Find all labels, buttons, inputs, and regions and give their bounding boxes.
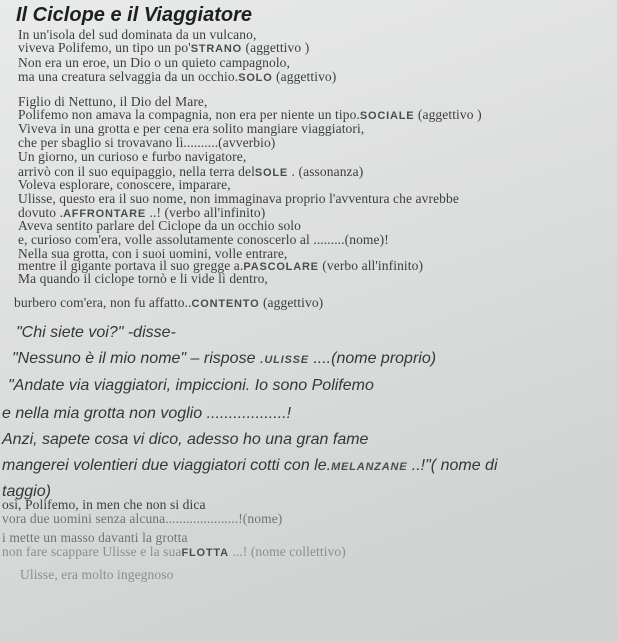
poem-line-text: mentre il gigante portava il suo gregge a. bbox=[18, 258, 244, 273]
ending-line-text: vora due uomini senza alcuna.....................!(nome) bbox=[2, 511, 283, 526]
grammar-hint: (aggettivo) bbox=[259, 295, 324, 310]
grammar-hint: (verbo all'infinito) bbox=[318, 258, 424, 273]
handwritten-answer: SOLO bbox=[238, 72, 273, 84]
poem-line-text: Aveva sentito parlare del Ciclope da un occhio solo bbox=[18, 218, 302, 233]
poem-line-text: Viveva in una grotta e per cena era solito mangiare viaggiatori, bbox=[18, 121, 365, 136]
handwritten-answer: STRANO bbox=[190, 43, 243, 55]
handwritten-answer: SOLE bbox=[254, 167, 289, 179]
grammar-hint: (aggettivo) bbox=[272, 69, 337, 84]
grammar-hint: ..!"( nome di bbox=[407, 457, 498, 474]
poem-line-text: Polifemo non amava la compagnia, non era per niente un tipo. bbox=[18, 107, 360, 122]
dialog-line-text: "Andate via viaggiatori, impiccioni. Io sono Polifemo bbox=[8, 377, 374, 394]
ending-line-2 bbox=[2, 512, 282, 526]
grammar-hint: (aggettivo ) bbox=[414, 107, 482, 122]
ending-line-3 bbox=[2, 531, 188, 545]
handwritten-answer: CONTENTO bbox=[191, 298, 260, 310]
dialog-line-text: "Chi siete voi?" -disse- bbox=[16, 324, 176, 341]
dialog-line-text: taggio) bbox=[2, 483, 51, 500]
poem-line-12 bbox=[18, 192, 459, 206]
ending-line-text: Ulisse, era molto ingegnoso bbox=[20, 567, 174, 582]
handwritten-answer: AFFRONTARE bbox=[63, 208, 147, 220]
ending-line-5 bbox=[20, 568, 173, 582]
dialog-line-text: Anzi, sapete cosa vi dico, adesso ho una gran fame bbox=[2, 431, 369, 448]
poem-line-4 bbox=[18, 70, 336, 84]
poem-line-text: burbero com'era, non fu affatto.. bbox=[14, 295, 192, 310]
poem-line-7 bbox=[18, 122, 364, 136]
grammar-hint: ...! (nome collettivo) bbox=[228, 544, 346, 559]
poem-line-text: Ma quando il ciclope tornò e li vide lì dentro, bbox=[18, 271, 268, 286]
poem-line-text: Nella sua grotta, con i suoi uomini, volle entrare, bbox=[18, 246, 288, 261]
poem-line-text: e, curioso com'era, volle assolutamente conoscerlo al .........(nome)! bbox=[18, 232, 389, 247]
ending-line-text: i mette un masso davanti la grotta bbox=[2, 530, 188, 545]
poem-line-text: In un'isola del sud dominata da un vulcano, bbox=[18, 27, 257, 42]
ending-line-1 bbox=[2, 498, 206, 512]
poem-line-15 bbox=[18, 233, 389, 247]
handwritten-answer: FLOTTA bbox=[181, 547, 229, 559]
dialog-line-5 bbox=[2, 432, 368, 448]
poem-line-14 bbox=[18, 219, 301, 233]
handwritten-answer: MELANZANE bbox=[331, 461, 408, 473]
poem-line-3 bbox=[18, 56, 290, 70]
poem-line-text: Ulisse, questo era il suo nome, non immaginava proprio l'avventura che avrebbe bbox=[18, 191, 459, 206]
ending-line-text: osì, Polifemo, in men che non si dica bbox=[2, 497, 206, 512]
dialog-line-3 bbox=[8, 378, 374, 394]
poem-line-text: Non era un eroe, un Dio o un quieto campagnolo, bbox=[18, 55, 291, 70]
handwritten-answer: SOCIALE bbox=[359, 110, 415, 122]
ending-line-4 bbox=[2, 545, 346, 559]
dialog-line-1 bbox=[16, 325, 176, 341]
dialog-line-6 bbox=[2, 458, 498, 474]
poem-line-text: dovuto . bbox=[18, 205, 64, 220]
dialog-line-4 bbox=[2, 406, 291, 422]
poem-line-19 bbox=[14, 296, 323, 310]
poem-line-text: viveva Polifemo, un tipo un po' bbox=[18, 40, 191, 55]
dialog-line-2 bbox=[12, 351, 436, 367]
grammar-hint: ....(nome proprio) bbox=[308, 350, 437, 367]
poem-line-8 bbox=[18, 136, 275, 150]
poem-line-text: arrivò con il suo equipaggio, nella terra del bbox=[18, 164, 255, 179]
handwritten-answer: ULISSE bbox=[264, 354, 309, 366]
ending-line-text: non fare scappare Ulisse e la sua bbox=[2, 544, 182, 559]
dialog-line-text: mangerei volentieri due viaggiatori cotti con le. bbox=[2, 457, 332, 474]
grammar-hint: . (assonanza) bbox=[288, 164, 364, 179]
poem-line-text: che per sbaglio si trovavano lì..........(avverbio) bbox=[18, 135, 276, 150]
poem-line-9 bbox=[18, 150, 246, 164]
grammar-hint: ..! (verbo all'infinito) bbox=[146, 205, 266, 220]
dialog-line-text: "Nessuno è il mio nome" – rispose . bbox=[12, 350, 265, 367]
poem-line-18 bbox=[18, 272, 268, 286]
poem-line-11 bbox=[18, 178, 231, 192]
poem-line-text: ma una creatura selvaggia da un occhio. bbox=[18, 69, 239, 84]
poem-line-2 bbox=[18, 41, 309, 55]
handwritten-answer: PASCOLARE bbox=[243, 261, 319, 273]
grammar-hint: (aggettivo ) bbox=[242, 40, 310, 55]
poem-line-6 bbox=[18, 108, 482, 122]
dialog-line-text: e nella mia grotta non voglio ..................! bbox=[2, 405, 292, 422]
poem-line-text: Voleva esplorare, conoscere, imparare, bbox=[18, 177, 231, 192]
poem-line-text: Un giorno, un curioso e furbo navigatore, bbox=[18, 149, 247, 164]
poem-line-text: Figlio di Nettuno, il Dio del Mare, bbox=[18, 94, 208, 109]
page-title: Il Ciclope e il Viaggiatore bbox=[16, 4, 252, 26]
